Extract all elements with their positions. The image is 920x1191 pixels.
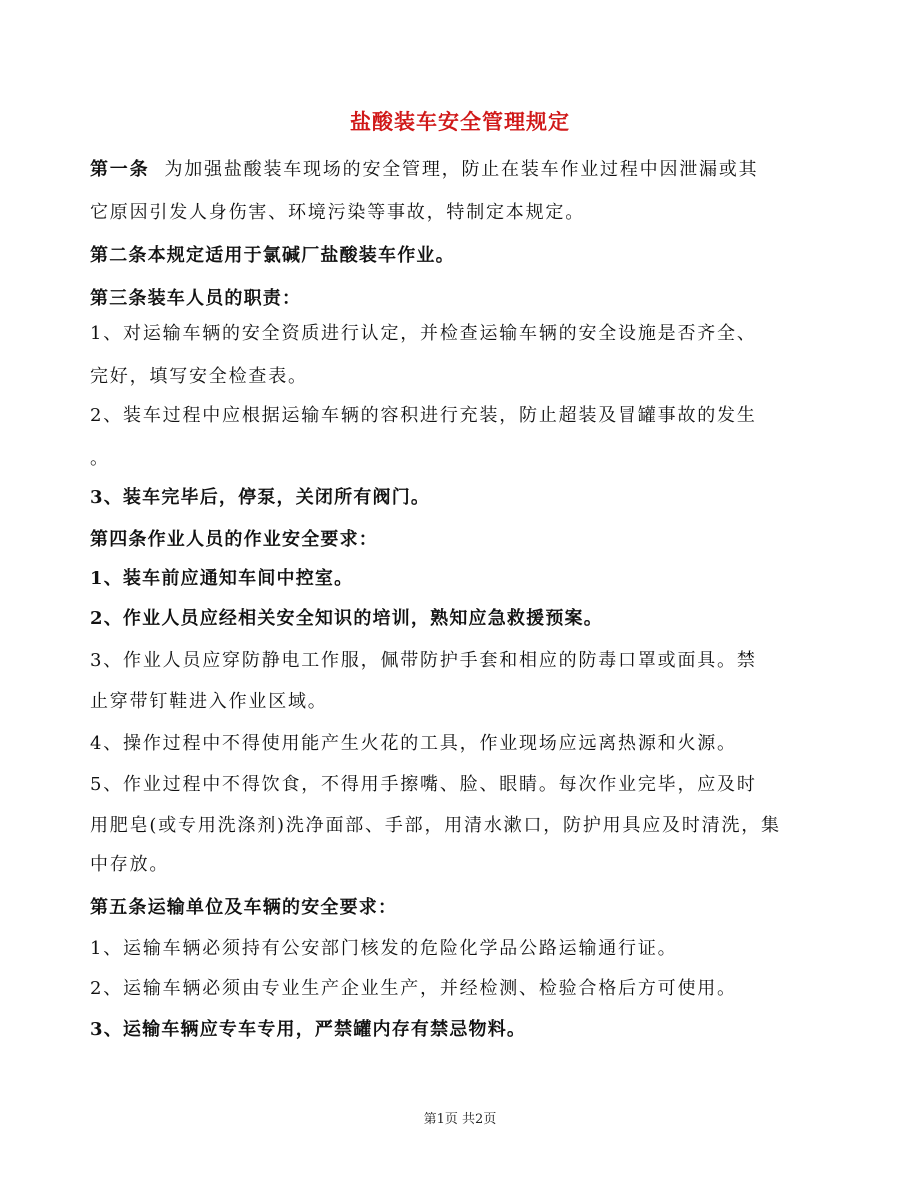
page-number: 第1页 共2页 — [423, 1112, 497, 1127]
article-4-item-1: 1、装车前应通知车间中控室。 — [90, 568, 354, 589]
article-3-item-3: 3、装车完毕后，停泵，关闭所有阀门。 — [90, 487, 431, 508]
article-5-item-1: 1、运输车辆必须持有公安部门核发的危险化学品公路运输通行证。 — [90, 938, 678, 959]
article-4-item-5-line-3: 中存放。 — [90, 854, 170, 875]
article-4-item-2: 2、作业人员应经相关安全知识的培训，熟知应急救援预案。 — [90, 608, 603, 629]
article-5-heading: 第五条运输单位及车辆的安全要求： — [90, 897, 398, 918]
article-1-text: 为加强盐酸装车现场的安全管理，防止在装车作业过程中因泄漏或其 — [164, 159, 759, 180]
article-4-item-5-line-2: 用肥皂(或专用洗涤剂)洗净面部、手部，用清水漱口，防护用具应及时清洗，集 — [90, 815, 781, 836]
article-3-item-2-line-1: 2、装车过程中应根据运输车辆的容积进行充装，防止超装及冒罐事故的发生 — [90, 405, 757, 426]
article-1-line-1 — [90, 156, 830, 184]
article-4-item-3-line-2: 止穿带钉鞋进入作业区域。 — [90, 691, 328, 712]
article-3-heading: 第三条装车人员的职责： — [90, 288, 302, 309]
article-2: 第二条本规定适用于氯碱厂盐酸装车作业。 — [90, 245, 455, 266]
article-3-item-1-line-1: 1、对运输车辆的安全资质进行认定，并检查运输车辆的安全设施是否齐全、 — [90, 323, 757, 344]
document-title: 盐酸装车安全管理规定 — [350, 109, 570, 134]
article-5-item-2: 2、运输车辆必须由专业生产企业生产，并经检测、检验合格后方可使用。 — [90, 978, 737, 999]
article-3-item-1-line-2: 完好，填写安全检查表。 — [90, 366, 308, 387]
article-4-heading: 第四条作业人员的作业安全要求： — [90, 529, 378, 550]
article-4-item-5-line-1: 5、作业过程中不得饮食，不得用手擦嘴、脸、眼睛。每次作业完毕，应及时 — [90, 774, 757, 795]
article-5-item-3: 3、运输车辆应专车专用，严禁罐内存有禁忌物料。 — [90, 1019, 527, 1040]
article-1-lead: 第一条 — [90, 159, 150, 180]
article-4-item-3-line-1: 3、作业人员应穿防静电工作服，佩带防护手套和相应的防毒口罩或面具。禁 — [90, 650, 757, 671]
article-4-item-4: 4、操作过程中不得使用能产生火花的工具，作业现场应远离热源和火源。 — [90, 733, 737, 754]
article-3-item-2-line-2: 。 — [90, 448, 110, 469]
article-1-line-2: 它原因引发人身伤害、环境污染等事故，特制定本规定。 — [90, 202, 585, 223]
